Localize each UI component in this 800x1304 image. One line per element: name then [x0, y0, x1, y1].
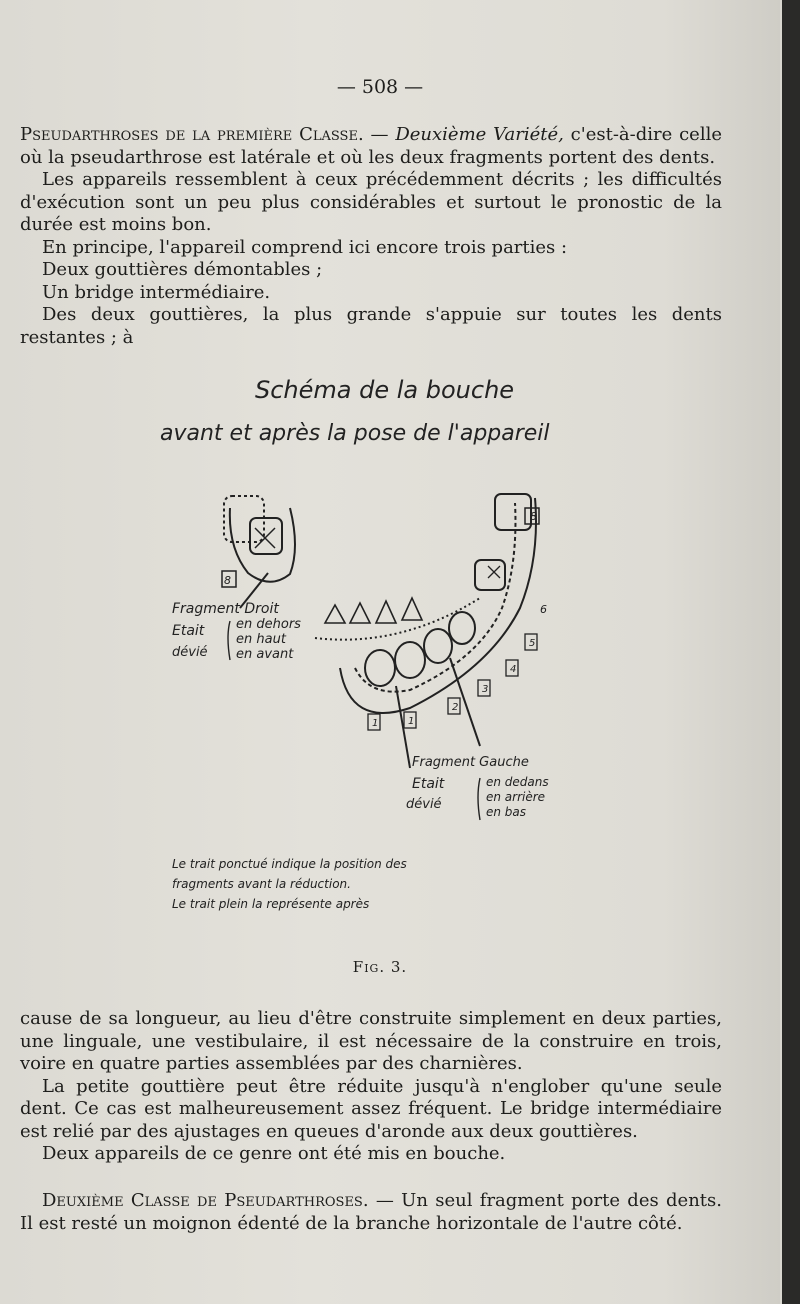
list-item: Un bridge intermédiaire.: [42, 281, 271, 303]
left-fragment-devie: dévié: [406, 797, 442, 812]
paragraph: cause de sa longueur, au lieu d'être construite simplement en deux parties, une linguale, une vestibulaire, il est nécessaire de la construire en trois, voire en quatre parties assemblées par des charnières.: [20, 1008, 722, 1074]
final-paragraph: [20, 1190, 722, 1235]
left-fragment-direction: en bas: [486, 805, 527, 819]
text-block-final: [20, 1190, 722, 1235]
heading-dash: —: [368, 1190, 402, 1211]
tooth-label: 3: [482, 684, 489, 695]
left-fragment-etait: Etait: [412, 776, 445, 792]
figure-title-line2: avant et après la pose de l'appareil: [160, 421, 550, 446]
intro-paragraph: [20, 124, 722, 169]
left-fragment-label: Fragment Gauche: [412, 755, 529, 770]
section-heading: Pseudarthroses de la première Classe.: [20, 124, 364, 145]
tooth-label: 2: [452, 702, 459, 713]
list-item: Deux gouttières démontables ;: [42, 259, 323, 280]
left-fragment-direction: en arrière: [486, 790, 546, 804]
tooth-label: 1: [372, 718, 379, 729]
right-fragment-label: Fragment Droit: [172, 601, 279, 617]
paragraph: Deux appareils de ce genre ont été mis en bouche.: [42, 1143, 506, 1164]
left-fragment-direction: en dedans: [486, 775, 549, 789]
right-fragment-drawing: [224, 496, 295, 608]
tooth-label: 8: [530, 510, 537, 523]
figure-caption: Fig. 3.: [352, 958, 408, 976]
final-text: Un seul fragment porte des dents. Il est resté un moignon édenté de la branche horizontale de l'autre côté.: [20, 1190, 722, 1234]
bracket: [228, 621, 230, 660]
figure-note-line: Le trait ponctué indique la position des: [172, 857, 407, 871]
section-heading: Deuxième Classe de Pseudarthroses.: [42, 1190, 369, 1211]
dental-diagram-svg: [150, 368, 580, 928]
figure-note-line: fragments avant la réduction.: [172, 877, 351, 891]
text-block-top: [20, 124, 722, 349]
right-fragment-direction: en dehors: [236, 617, 301, 632]
paragraph: Les appareils ressemblent à ceux précédemment décrits ; les difficultés d'exécution sont un peu plus considérables et surtout le pronostic de la durée est moins bon.: [20, 169, 722, 235]
paragraph: Des deux gouttières, la plus grande s'appuie sur toutes les dents restantes ; à: [20, 304, 722, 348]
paragraph: La petite gouttière peut être réduite jusqu'à n'englober qu'une seule dent. Ce cas est malheureusement assez fréquent. Le bridge intermédiaire est relié par des ajustages en queues d'aronde aux deux gouttières.: [20, 1075, 722, 1142]
heading-dash: —: [363, 124, 396, 145]
text-block-bottom: [20, 1008, 722, 1166]
dental-diagram: [150, 368, 580, 928]
variety-label: Deuxième Variété,: [395, 124, 564, 145]
right-fragment-devie: dévié: [172, 645, 208, 660]
tooth-label: 8: [224, 574, 231, 587]
right-fragment-direction: en haut: [236, 632, 286, 647]
right-fragment-etait: Etait: [172, 623, 205, 639]
paragraph: En principe, l'appareil comprend ici encore trois parties :: [42, 236, 568, 258]
intro-text: c'est-à-dire celle où la pseudarthrose est latérale et où les deux fragments portent des dents.: [20, 124, 722, 168]
page-edge-shadow: [782, 0, 800, 1304]
tooth-label: 1: [408, 716, 415, 727]
page-number: — 508 —: [336, 76, 424, 98]
right-fragment-direction: en avant: [236, 647, 294, 662]
tooth-label: 5: [529, 638, 536, 649]
figure-note-line: Le trait plein la représente après: [172, 897, 370, 911]
tooth-label: 4: [510, 664, 517, 675]
figure-title-line1: Schéma de la bouche: [255, 376, 515, 404]
bracket: [478, 778, 480, 820]
left-fragment-arch: [315, 494, 536, 768]
tooth-label: 6: [540, 603, 547, 616]
